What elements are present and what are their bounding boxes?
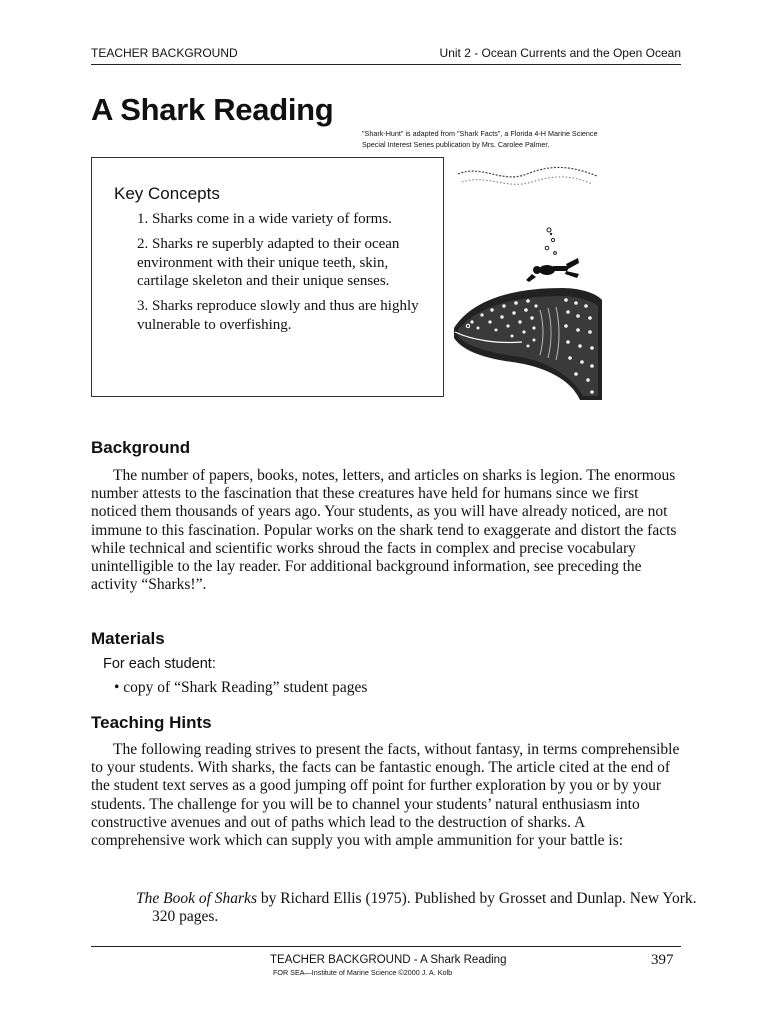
teaching-hints-heading: Teaching Hints <box>91 713 212 732</box>
key-concept-item: 2. Sharks re superbly adapted to their ocean environment with their unique teeth, skin, cartilage skeleton and their unique senses. <box>137 236 400 289</box>
footer-copyright: FOR SEA—Institute of Marine Science ©2000 J. A. Kolb <box>273 968 453 977</box>
citation-details: by Richard Ellis (1975). Published by Grosset and Dunlap. New York. 320 pages. <box>152 890 697 926</box>
key-concepts-list <box>137 210 437 341</box>
footer-divider <box>91 946 681 947</box>
key-concept-item: 1. Sharks come in a wide variety of forms. <box>137 211 392 227</box>
key-concept-item: 3. Sharks reproduce slowly and thus are highly vulnerable to overfishing. <box>137 298 419 333</box>
citation-book-title: The Book of Sharks <box>136 890 257 907</box>
header-divider <box>91 64 681 65</box>
background-paragraph: The number of papers, books, notes, letters, and articles on sharks is legion. The enormous number attests to the fascination that these creatures have held for humans since we first noticed them thousands of years ago. Your students, as you will have already noticed, are not immune to this fascination. Popular works on the shark tend to exaggerate and distort the facts while technical and scientific works shroud the facts in complex and precise vocabulary unintelligible to the lay reader. For additional background information, see preceding the activity “Sharks!”. <box>91 467 677 594</box>
teaching-hints-paragraph: The following reading strives to present the facts, without fantasy, in terms comprehensible to your students. With sharks, the facts can be fantastic enough. The article cited at the end of the student text serves as a good jumping off point for further exploration by you or by your students. The challenge for you will be to channel your students’ natural enthusiasm into constructive avenues and out of paths which lead to the destruction of sharks. A comprehensive work which can supply you with ample ammunition for your battle is: <box>91 741 680 850</box>
book-citation <box>136 890 697 926</box>
source-credit <box>362 128 662 150</box>
credit-line-1: "Shark-Hunt" is adapted from "Shark Facts", a Florida 4-H Marine Science <box>362 129 598 138</box>
materials-heading: Materials <box>91 629 165 648</box>
footer-title: TEACHER BACKGROUND - A Shark Reading <box>270 954 507 966</box>
page-title: A Shark Reading <box>91 92 334 127</box>
materials-list-item: • copy of “Shark Reading” student pages <box>114 679 368 696</box>
background-heading: Background <box>91 438 191 457</box>
page-number: 397 <box>651 952 674 968</box>
materials-label: For each student: <box>103 656 216 672</box>
key-concepts-box <box>91 157 444 397</box>
key-concepts-heading: Key Concepts <box>114 184 220 203</box>
header-right-text: Unit 2 - Ocean Currents and the Open Ocean <box>439 46 681 60</box>
running-header <box>91 46 681 66</box>
whale-shark-diver-illustration <box>452 160 602 400</box>
credit-line-2: Special Interest Series publication by Mrs. Carolee Palmer. <box>362 140 550 149</box>
header-left-text: TEACHER BACKGROUND <box>91 46 238 60</box>
